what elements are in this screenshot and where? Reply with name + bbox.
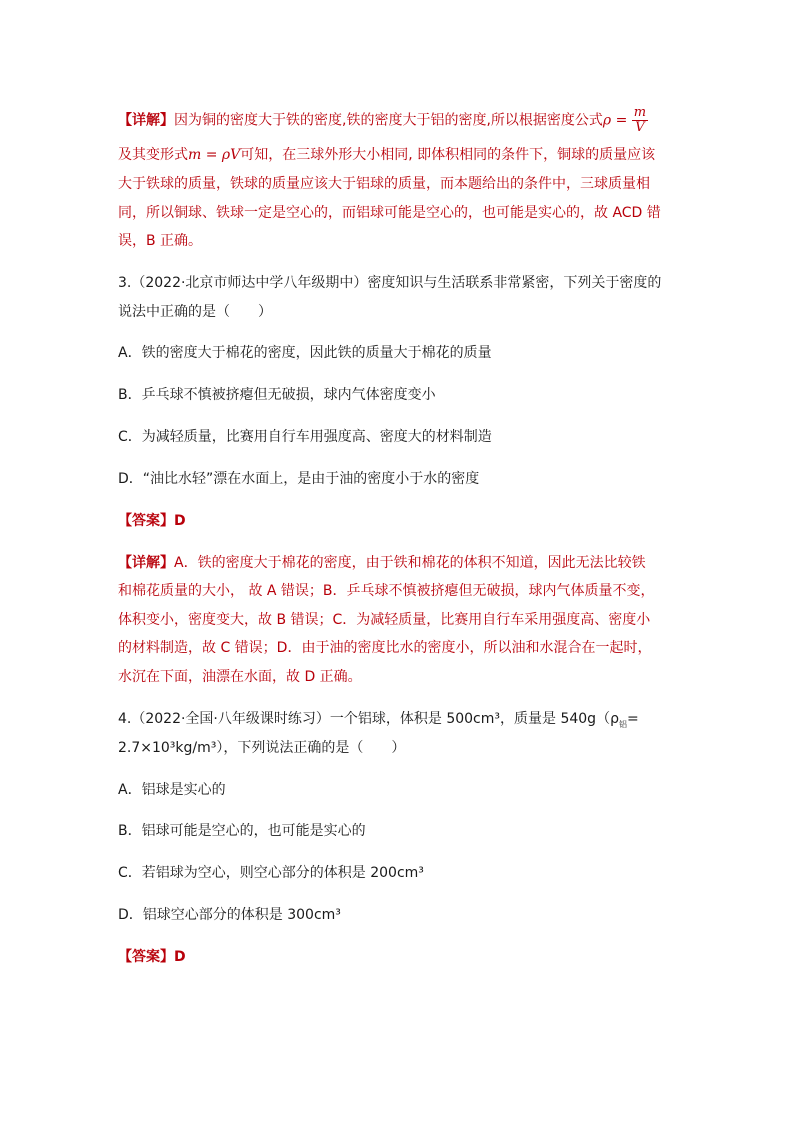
detail-text: A．铁的密度大于棉花的密度，由于铁和棉花的体积不知道，因此无法比较铁 bbox=[174, 555, 646, 571]
q4-stem-line-1 bbox=[118, 708, 639, 730]
q3-stem-line-2: 说法中正确的是（ ） bbox=[118, 304, 272, 320]
q4-option-a: A．铝球是实心的 bbox=[118, 782, 226, 798]
q4-stem-line-2: 2.7×10³kg/m³），下列说法正确的是（ ） bbox=[118, 740, 406, 756]
rho-equals: ρ = bbox=[602, 112, 628, 129]
fraction-numerator: m bbox=[633, 105, 647, 120]
q3-option-d: D．“油比水轻”漂在水面上，是由于油的密度小于水的密度 bbox=[118, 471, 480, 487]
detail-text: 因为铜的密度大于铁的密度,铁的密度大于铝的密度,所以根据密度公式 bbox=[174, 112, 603, 129]
q2-detail-line-4: 同，所以铜球、铁球一定是空心的，而铝球可能是空心的，也可能是实心的，故 ACD 错 bbox=[118, 205, 661, 221]
q3-detail-line-5: 水沉在下面，油漂在水面，故 D 正确。 bbox=[118, 669, 362, 685]
detail-text: 可知，在三球外形大小相同, 即体积相同的条件下，铜球的质量应该 bbox=[240, 147, 656, 163]
q2-detail-line-2 bbox=[118, 144, 655, 164]
formula-mass: m = ρV bbox=[188, 147, 241, 163]
q3-detail-line-2: 和棉花质量的大小， 故 A 错误；B．乒乓球不慎被挤瘪但无破损，球内气体质量不变， bbox=[118, 583, 655, 599]
answer-tag: 【答案】 bbox=[118, 513, 174, 529]
q3-answer bbox=[118, 510, 186, 530]
q3-detail-line-1 bbox=[118, 552, 646, 572]
q3-option-a: A．铁的密度大于棉花的密度，因此铁的质量大于棉花的质量 bbox=[118, 345, 492, 361]
fraction-denominator: V bbox=[635, 120, 645, 135]
density-fraction bbox=[632, 106, 648, 135]
q3-option-b: B．乒乓球不慎被挤瘪但无破损，球内气体密度变小 bbox=[118, 387, 436, 403]
q4-option-d: D．铝球空心部分的体积是 300cm³ bbox=[118, 907, 341, 923]
q3-detail-line-3: 体积变小，密度变大，故 B 错误；C．为减轻质量，比赛用自行车采用强度高、密度小 bbox=[118, 612, 651, 628]
answer-value: D bbox=[174, 513, 186, 529]
q2-detail-line-1 bbox=[118, 106, 648, 135]
detail-tag: 【详解】 bbox=[118, 555, 174, 571]
q4-answer bbox=[118, 946, 186, 966]
q4-stem-text: 4.（2022·全国·八年级课时练习）一个铝球，体积是 500cm³，质量是 540g（ρ bbox=[118, 711, 619, 727]
q3-option-c: C．为减轻质量，比赛用自行车用强度高、密度大的材料制造 bbox=[118, 429, 492, 445]
q4-option-b: B．铝球可能是空心的，也可能是实心的 bbox=[118, 823, 366, 839]
detail-tag: 【详解】 bbox=[118, 112, 174, 129]
q3-detail-line-4: 的材料制造，故 C 错误；D．由于油的密度比水的密度小，所以油和水混合在一起时， bbox=[118, 640, 652, 656]
detail-text: 及其变形式 bbox=[118, 147, 188, 163]
rho-subscript: 铝 bbox=[618, 719, 627, 729]
answer-value: D bbox=[174, 949, 186, 965]
q4-option-c: C．若铝球为空心，则空心部分的体积是 200cm³ bbox=[118, 865, 424, 881]
answer-tag: 【答案】 bbox=[118, 949, 174, 965]
q2-detail-line-3: 大于铁球的质量，铁球的质量应该大于铝球的质量，而本题给出的条件中，三球质量相 bbox=[118, 176, 650, 192]
equals-sign: = bbox=[626, 711, 639, 727]
q3-stem-line-1: 3.（2022·北京市师达中学八年级期中）密度知识与生活联系非常紧密，下列关于密度的 bbox=[118, 275, 662, 291]
q2-detail-line-5: 误，B 正确。 bbox=[118, 233, 203, 249]
